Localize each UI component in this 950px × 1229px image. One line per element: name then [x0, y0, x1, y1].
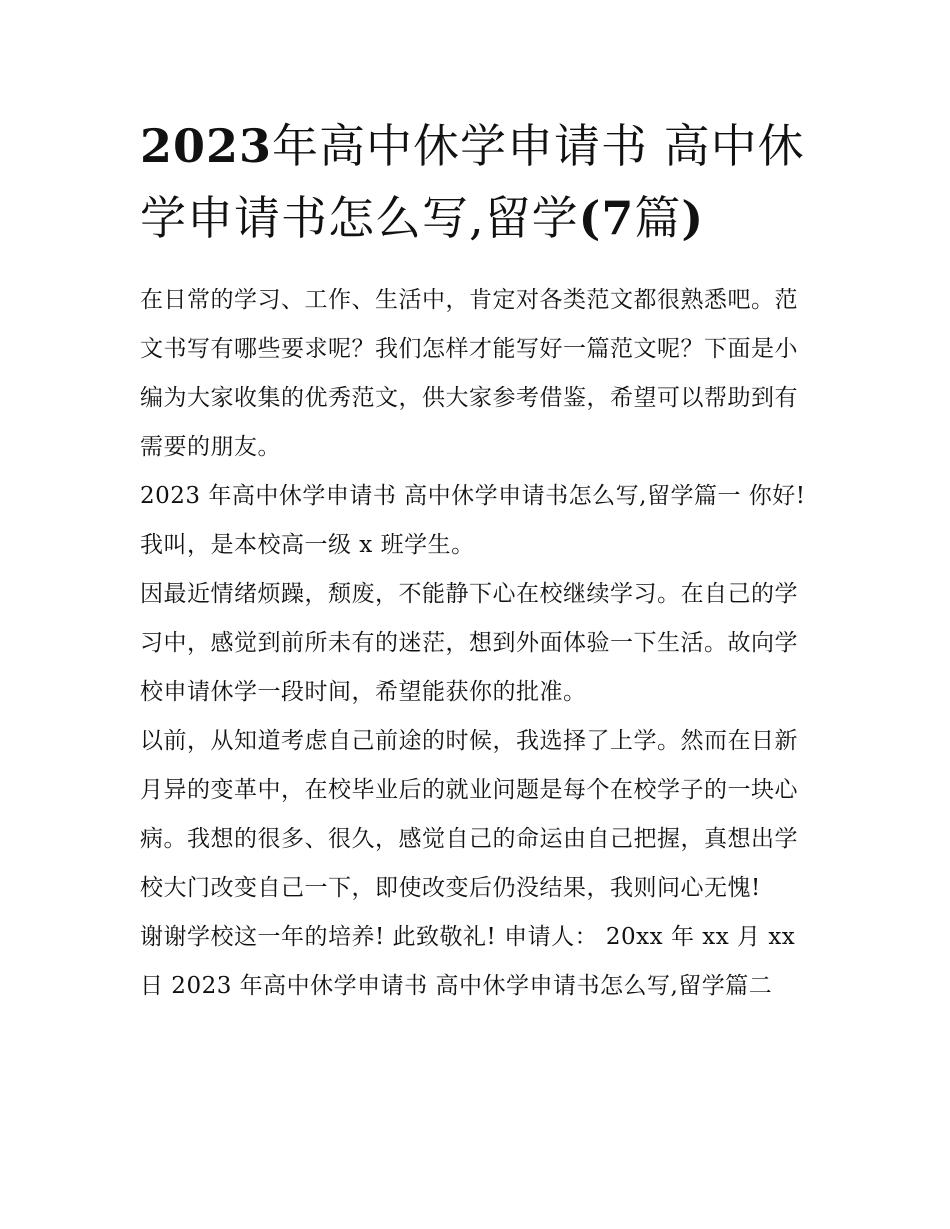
document-page	[140, 110, 820, 1011]
title-paren-close: )	[681, 191, 705, 245]
intro-paragraph: 在日常的学习、工作、生活中，肯定对各类范文都很熟悉吧。范文书写有哪些要求呢？我们怎样才能写好一篇范文呢？下面是小编为大家收集的优秀范文，供大家参考借鉴，希望可以帮助到有需要的朋友。	[140, 287, 798, 460]
body-paragraph-reason: 因最近情绪烦躁，颓废，不能静下心在校继续学习。在自己的学习中，感觉到前所未有的迷茫，想到外面体验一下生活。故向学校申请休学一段时间，希望能获你的批准。	[140, 581, 798, 705]
title-text: 年高中休学申请书 高中休学申请书怎么写,留学	[140, 119, 805, 245]
document-title	[140, 110, 820, 254]
title-paren-open: (	[578, 191, 602, 245]
section-one-opening: 2023 年高中休学申请书 高中休学申请书怎么写,留学篇一 你好!我叫，是本校高一级 x 班学生。	[140, 483, 806, 558]
title-count: 7	[601, 191, 635, 245]
title-unit: 篇	[634, 191, 682, 245]
closing-paragraph: 谢谢学校这一年的培养! 此致敬礼! 申请人： 20xx 年 xx 月 xx 日 2023 年高中休学申请书 高中休学申请书怎么写,留学篇二	[140, 924, 796, 999]
title-year: 2023	[140, 119, 273, 173]
body-paragraph-background: 以前，从知道考虑自己前途的时候，我选择了上学。然而在日新月异的变革中，在校毕业后的就业问题是每个在校学子的一块心病。我想的很多、很久，感觉自己的命运由自己把握，真想出学校大门改变自己一下，即使改变后仍没结果，我则问心无愧!	[140, 728, 798, 901]
